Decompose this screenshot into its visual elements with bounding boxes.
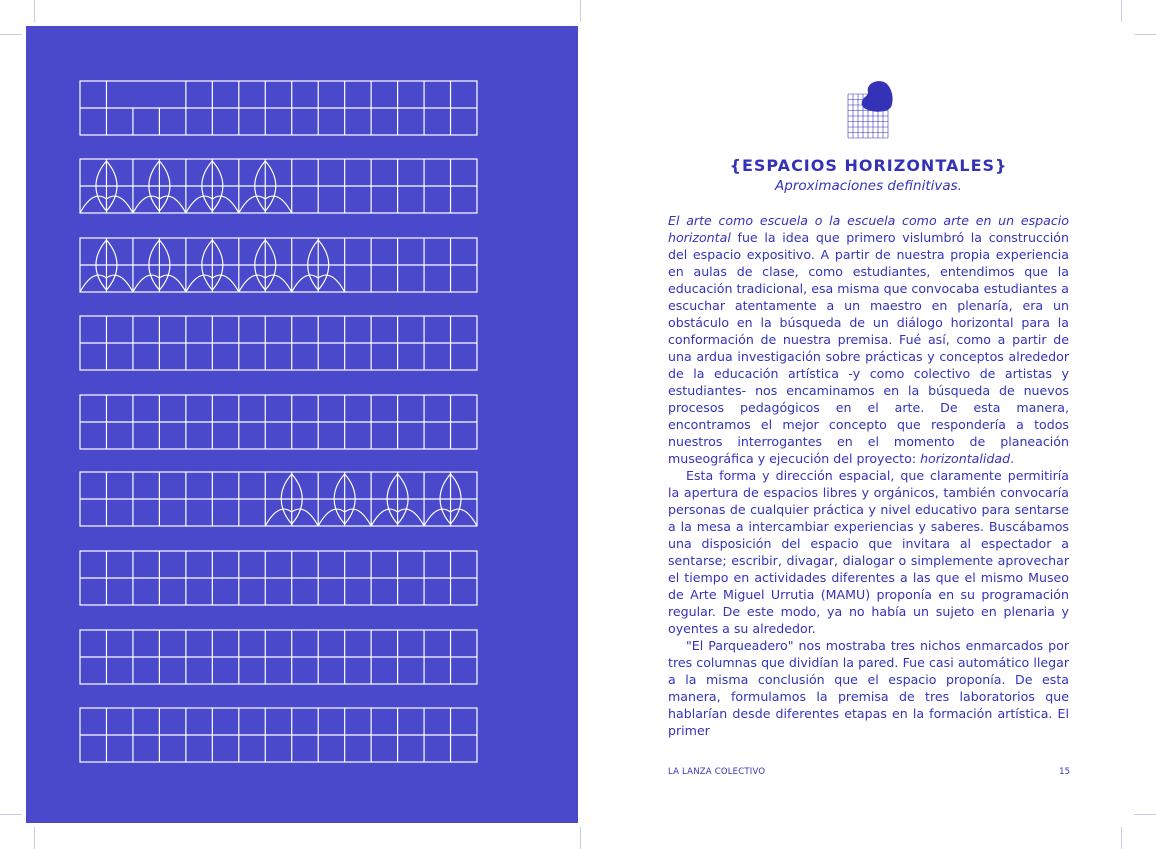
right-page: [578, 0, 1156, 849]
body-text: [668, 212, 1069, 739]
paragraph-1-end: .: [1010, 451, 1015, 466]
paragraph-1-body: fue la idea que primero vislumbró la construcción del espacio expositivo. A partir de nuestra propia experiencia en aulas de clase, como estudiantes, entendimos que la educación tradicional, esa misma que convocaba estudiantes a escuchar atentamente a un maestro en plenaría, era un obstáculo en la búsqueda de un diálogo horizontal para la conformación de nuestra premisa. Fué así, como a partir de una ardua investigación sobre prácticas y conceptos alrededor de la educación artística -y como colectivo de artistas y estudiantes- nos encaminamos en la búsqueda de nuevos procesos pedagógicos en el arte. De esta manera, encontramos el mejor concepto que respondería a todos nuestros interrogantes en el momento de planeación museográfica y ejecución del proyecto:: [668, 230, 1069, 466]
section-subtitle: Aproximaciones definitivas.: [775, 178, 962, 194]
paragraph-1: [668, 212, 1069, 467]
grid-with-blob-icon: [846, 80, 894, 140]
page-number: 15: [1059, 767, 1070, 777]
paragraph-2: Esta forma y dirección espacial, que claramente permitiría la apertura de espacios libres y orgánicos, también convocaría personas de cualquier práctica y nivel educativo para sentarse a la mesa a intercambiar experiencias y saberes. Buscábamos una disposición del espacio que invitara al espectador a sentarse; escribir, divagar, dialogar o simplemente aprovechar el tiempo en actividades diferentes a las que el mismo Museo de Arte Miguel Urrutia (MAMU) proponía en su programación regular. De este modo, ya no había un sujeto en plenaria y oyentes a su alrededor.: [668, 468, 1069, 636]
crop-mark: [0, 814, 22, 815]
left-page-illustration: [26, 26, 578, 823]
grid-pattern-illustration: [26, 26, 578, 823]
crop-mark: [34, 827, 35, 849]
crop-mark: [34, 0, 35, 22]
paragraph-3: "El Parqueadero" nos mostraba tres nichos enmarcados por tres columnas que dividían la pared. Fue casi automático llegar a la misma conclusión que el espacio proponía. De esta manera, formulamos la premisa de tres laboratorios que hablarían desde diferentes etapas en la formación artística. El primer: [668, 638, 1069, 738]
italic-term: horizontalidad: [920, 451, 1011, 466]
italic-lead: El arte como escuela o la escuela como arte en un espacio horizontal: [668, 213, 1069, 245]
crop-mark: [0, 34, 22, 35]
running-footer: LA LANZA COLECTIVO: [668, 767, 766, 777]
section-title: {ESPACIOS HORIZONTALES}: [729, 156, 1008, 175]
